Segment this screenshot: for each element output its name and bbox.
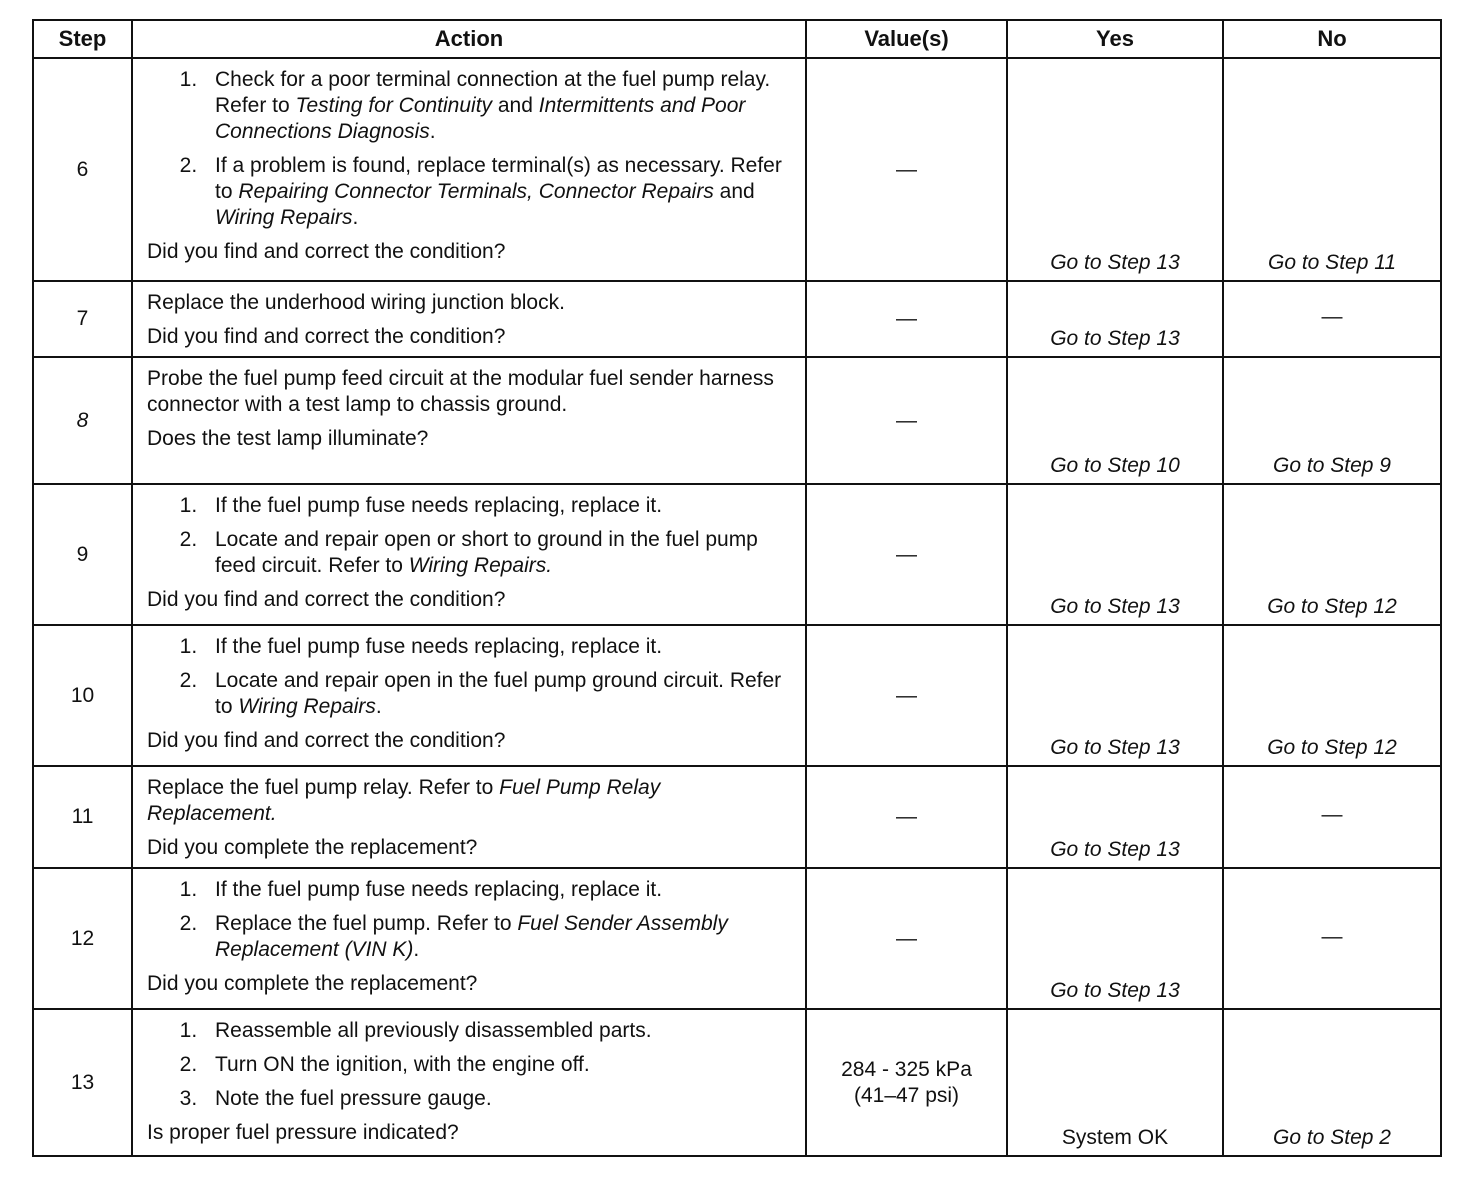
action-cell <box>132 868 806 1009</box>
no-result: Go to Step 2 <box>1273 1126 1391 1149</box>
action-steps-list <box>147 877 791 963</box>
step-number: 9 <box>33 484 132 625</box>
action-steps-list <box>147 67 791 231</box>
action-question: Did you find and correct the condition? <box>147 588 506 611</box>
yes-cell <box>1007 357 1223 484</box>
action-question: Does the test lamp illuminate? <box>147 427 429 450</box>
no-cell <box>1223 484 1441 625</box>
table-row <box>33 484 1441 625</box>
yes-result: Go to Step 13 <box>1050 327 1180 350</box>
reference-link-text: Testing for Continuity <box>295 94 493 117</box>
header-action: Action <box>132 20 806 58</box>
yes-cell <box>1007 625 1223 766</box>
action-text: Replace the fuel pump. Refer to <box>215 912 518 935</box>
action-text: . <box>375 695 382 718</box>
yes-cell <box>1007 58 1223 281</box>
no-result: Go to Step 9 <box>1273 454 1391 477</box>
yes-cell <box>1007 484 1223 625</box>
table-row <box>33 357 1441 484</box>
action-text: Probe the fuel pump feed circuit at the modular fuel sender harness connector with a test lamp to chassis ground. <box>147 367 774 416</box>
table-row <box>33 281 1441 357</box>
header-values: Value(s) <box>806 20 1007 58</box>
step-number: 10 <box>33 625 132 766</box>
action-question: Did you find and correct the condition? <box>147 240 506 263</box>
value-text: — <box>896 307 917 330</box>
no-result: Go to Step 12 <box>1267 736 1397 759</box>
no-result: — <box>1321 803 1343 826</box>
action-step <box>203 527 791 579</box>
reference-link-text: Wiring Repairs <box>215 206 353 229</box>
step-number: 7 <box>33 281 132 357</box>
reference-link-text: Wiring Repairs <box>238 695 376 718</box>
action-step <box>203 153 791 231</box>
yes-result: System OK <box>1061 1126 1169 1149</box>
value-text: — <box>896 408 917 432</box>
header-row <box>33 20 1441 58</box>
value-cell <box>806 58 1007 281</box>
action-text: . <box>429 120 436 143</box>
action-step <box>203 668 791 720</box>
action-text: If the fuel pump fuse needs replacing, replace it. <box>215 878 663 901</box>
header-step: Step <box>33 20 132 58</box>
action-text: Turn ON the ignition, with the engine off. <box>215 1053 590 1076</box>
step-number: 12 <box>33 868 132 1009</box>
yes-result: Go to Step 10 <box>1050 454 1180 477</box>
no-cell <box>1223 357 1441 484</box>
value-text: 284 - 325 kPa <box>841 1057 972 1081</box>
action-steps-list <box>147 1018 791 1112</box>
yes-result: Go to Step 13 <box>1050 736 1180 759</box>
action-question: Did you complete the replacement? <box>147 972 478 995</box>
value-text: — <box>896 926 917 950</box>
table-row <box>33 868 1441 1009</box>
value-text-secondary: (41–47 psi) <box>853 1083 960 1107</box>
no-result: Go to Step 11 <box>1267 251 1397 274</box>
yes-cell <box>1007 868 1223 1009</box>
table-row <box>33 625 1441 766</box>
step-number: 6 <box>33 58 132 281</box>
table-row <box>33 58 1441 281</box>
action-text: Reassemble all previously disassembled parts. <box>215 1019 652 1042</box>
reference-link-text: Fuel Pump Relay Replacement. <box>147 776 661 825</box>
value-cell <box>806 357 1007 484</box>
action-text: . <box>413 938 420 961</box>
action-step <box>203 493 791 519</box>
no-result: Go to Step 12 <box>1267 595 1397 618</box>
yes-cell <box>1007 281 1223 357</box>
table-row <box>33 766 1441 868</box>
yes-result: Go to Step 13 <box>1050 595 1180 618</box>
action-text: Replace the fuel pump relay. Refer to <box>147 776 500 799</box>
yes-cell <box>1007 766 1223 868</box>
action-text: If the fuel pump fuse needs replacing, replace it. <box>215 635 663 658</box>
value-cell <box>806 281 1007 357</box>
no-result: — <box>1321 924 1343 948</box>
step-number: 8 <box>33 357 132 484</box>
action-question: Is proper fuel pressure indicated? <box>147 1121 459 1144</box>
value-cell <box>806 1009 1007 1156</box>
step-number: 11 <box>33 766 132 868</box>
action-question: Did you find and correct the condition? <box>147 325 506 348</box>
action-cell <box>132 1009 806 1156</box>
action-text: If the fuel pump fuse needs replacing, replace it. <box>215 494 663 517</box>
action-paragraph <box>147 290 791 316</box>
action-question: Did you complete the replacement? <box>147 836 478 859</box>
action-cell <box>132 281 806 357</box>
reference-link-text: Connector Repairs <box>538 180 714 203</box>
value-text: — <box>896 683 917 707</box>
action-cell <box>132 484 806 625</box>
action-text: Locate and repair open or short to ground in the fuel pump feed circuit. Refer to <box>215 528 758 577</box>
no-cell <box>1223 625 1441 766</box>
step-number: 13 <box>33 1009 132 1156</box>
action-cell <box>132 766 806 868</box>
action-cell <box>132 625 806 766</box>
action-text: . <box>352 206 359 229</box>
yes-result: Go to Step 13 <box>1050 838 1180 861</box>
action-question: Did you find and correct the condition? <box>147 729 506 752</box>
no-cell <box>1223 58 1441 281</box>
action-step <box>203 1018 791 1044</box>
action-step <box>203 911 791 963</box>
header-yes: Yes <box>1007 20 1223 58</box>
value-cell <box>806 766 1007 868</box>
reference-link-text: Intermittents and Poor Connections Diagnosis <box>215 94 746 143</box>
yes-result: Go to Step 13 <box>1050 251 1180 274</box>
action-text: If a problem is found, replace terminal(s) as necessary. Refer to <box>215 154 782 203</box>
action-text: Note the fuel pressure gauge. <box>215 1087 492 1110</box>
value-text: — <box>896 805 917 828</box>
value-cell <box>806 868 1007 1009</box>
value-text: — <box>896 157 917 181</box>
reference-link-text: Wiring Repairs. <box>408 554 553 577</box>
value-text: — <box>896 542 917 566</box>
reference-link-text: Fuel Sender Assembly Replacement (VIN K) <box>215 912 728 961</box>
yes-cell <box>1007 1009 1223 1156</box>
action-step <box>203 1052 791 1078</box>
action-steps-list <box>147 634 791 720</box>
header-no: No <box>1223 20 1441 58</box>
reference-link-text: Repairing Connector Terminals, <box>238 180 533 203</box>
no-cell <box>1223 868 1441 1009</box>
action-text: Replace the underhood wiring junction block. <box>147 291 565 314</box>
action-text: and <box>492 94 539 117</box>
no-result: — <box>1321 305 1343 328</box>
action-step <box>203 1086 791 1112</box>
no-cell <box>1223 1009 1441 1156</box>
action-steps-list <box>147 493 791 579</box>
action-paragraph <box>147 366 791 418</box>
no-cell <box>1223 281 1441 357</box>
no-cell <box>1223 766 1441 868</box>
yes-result: Go to Step 13 <box>1050 979 1180 1002</box>
action-cell <box>132 58 806 281</box>
action-cell <box>132 357 806 484</box>
value-cell <box>806 625 1007 766</box>
action-text: Locate and repair open in the fuel pump ground circuit. Refer to <box>215 669 782 718</box>
action-step <box>203 877 791 903</box>
action-text: and <box>713 180 755 203</box>
action-text: Check for a poor terminal connection at the fuel pump relay. Refer to <box>215 68 771 117</box>
action-step <box>203 67 791 145</box>
value-cell <box>806 484 1007 625</box>
action-paragraph <box>147 775 791 827</box>
action-step <box>203 634 791 660</box>
table-row <box>33 1009 1441 1156</box>
diagnostic-table <box>32 19 1442 1157</box>
